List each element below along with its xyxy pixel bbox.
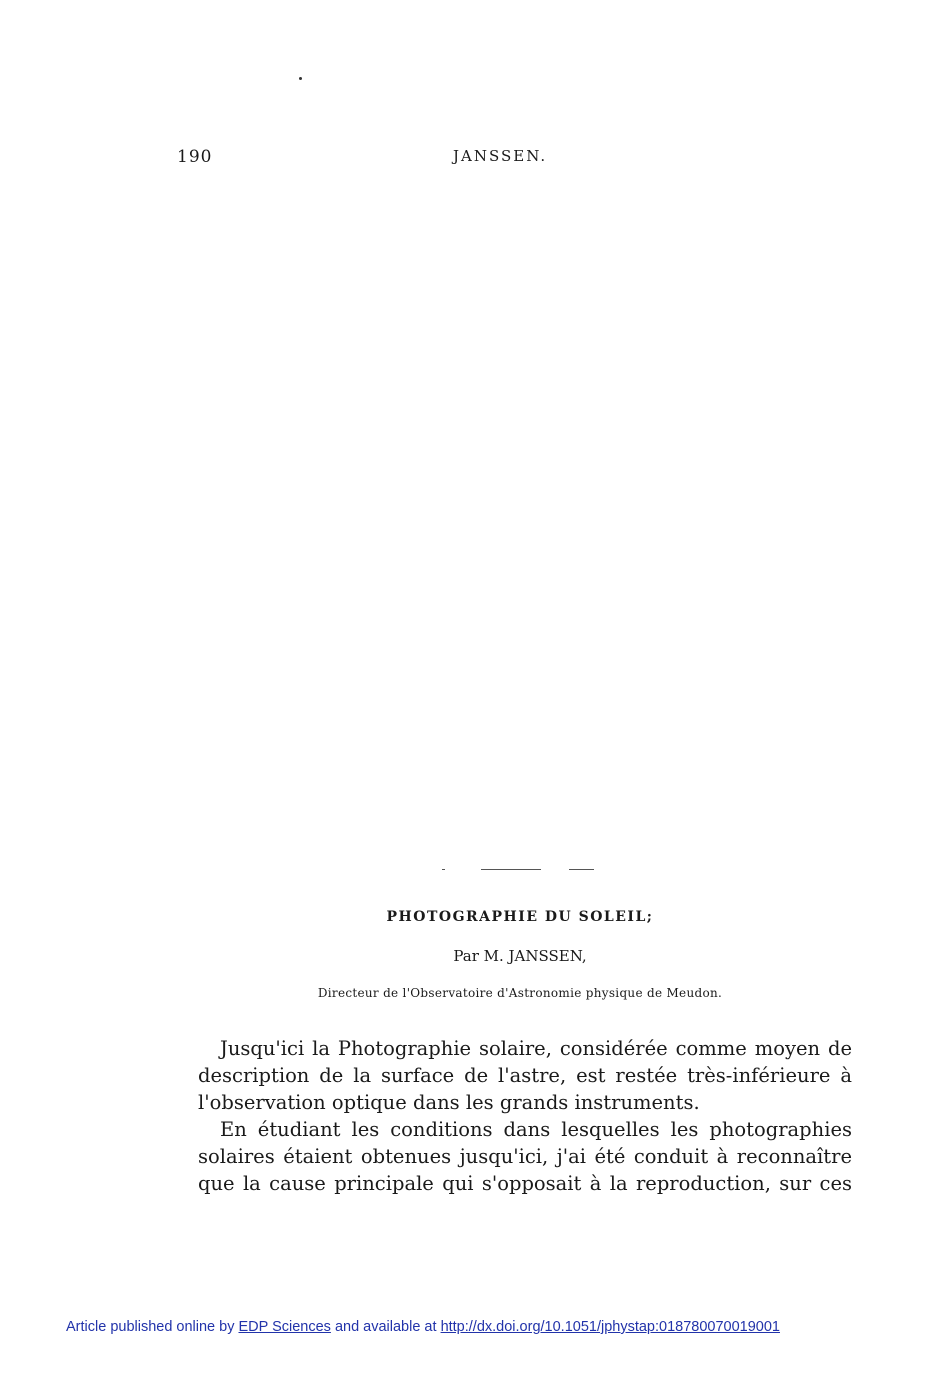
body-line: Jusqu'ici la Photographie solaire, considérée comme moyen de: [220, 1037, 852, 1060]
publisher-link[interactable]: EDP Sciences: [238, 1319, 331, 1335]
separator-rule: [569, 869, 594, 870]
publication-footer: [66, 1319, 780, 1335]
page-number: 190: [177, 147, 213, 167]
body-line: description de la surface de l'astre, est restée très-inférieure à: [198, 1064, 852, 1087]
separator-rule: [442, 869, 445, 870]
author-affiliation: Directeur de l'Observatoire d'Astronomie physique de Meudon.: [317, 986, 723, 1000]
body-line: l'observation optique dans les grands instruments.: [198, 1091, 700, 1114]
body-line: En étudiant les conditions dans lesquelles les photographies: [220, 1118, 852, 1141]
article-title: PHOTOGRAPHIE DU SOLEIL;: [386, 909, 654, 925]
running-head: JANSSEN.: [453, 147, 548, 165]
footer-middle: and available at: [330, 1319, 441, 1335]
body-line: que la cause principale qui s'opposait à la reproduction, sur ces: [198, 1172, 852, 1195]
print-speck: [299, 77, 302, 80]
author-line: Par M. JANSSEN,: [453, 947, 587, 965]
body-text: [198, 1035, 852, 1197]
footer-prefix: Article published online by: [66, 1319, 239, 1335]
body-line: solaires étaient obtenues jusqu'ici, j'ai été conduit à reconnaître: [198, 1145, 852, 1168]
doi-link[interactable]: http://dx.doi.org/10.1051/jphystap:018780070019001: [440, 1319, 780, 1335]
separator-rule: [481, 869, 541, 870]
